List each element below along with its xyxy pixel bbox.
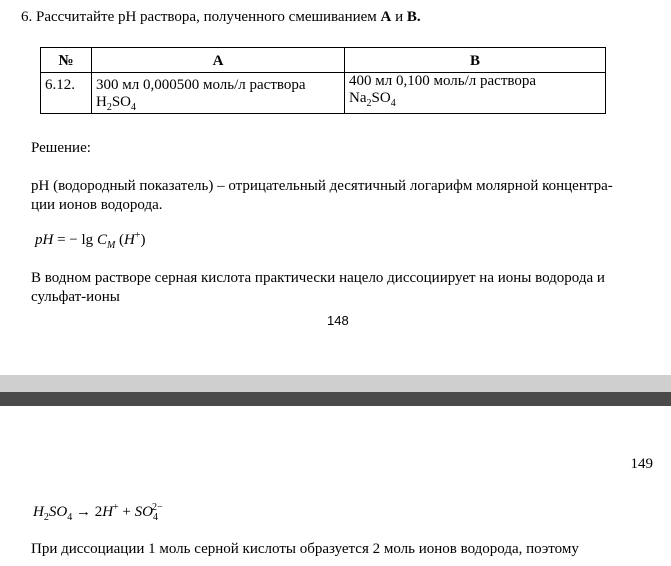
- task-and: и: [395, 9, 404, 25]
- dissociation-line-1: В водном растворе серная кислота практически нацело диссоциирует на ионы водорода и: [31, 270, 605, 286]
- cell-b: [345, 73, 606, 114]
- dissociation-equation: $H_2SO_4 \to 2H^+ + SO_4^{2-}$: [33, 502, 163, 523]
- page-break-bar: [0, 392, 671, 406]
- cell-number: 6.12.: [41, 73, 92, 114]
- cell-a: [92, 73, 345, 114]
- task-label-a: А: [380, 9, 392, 25]
- task-statement: [21, 9, 421, 26]
- conditions-table: [40, 47, 606, 114]
- task-number: 6.: [21, 9, 33, 25]
- task-text: Рассчитайте рН раствора, полученного смешиванием: [36, 9, 377, 25]
- header-a: А: [92, 48, 345, 73]
- table-header-row: [41, 48, 606, 73]
- table-row: [41, 73, 606, 114]
- page-number-149: 149: [630, 456, 653, 472]
- dissociation-line-2: сульфат-ионы: [31, 289, 120, 305]
- cell-b-formula: $Na_2SO_4$: [349, 90, 396, 109]
- task-label-b: В.: [406, 9, 421, 25]
- cell-a-formula: $H_2SO_4$: [96, 94, 137, 113]
- solution-label: Решение:: [31, 140, 91, 156]
- page-number-148: 148: [327, 313, 349, 328]
- definition-line-2: ции ионов водорода.: [31, 197, 163, 213]
- cell-b-text: 400 мл 0,100 моль/л раствора: [349, 73, 537, 89]
- ph-formula: pH = − $\lg C_M$ (H+): [35, 230, 146, 251]
- cell-a-text: 300 мл 0,000500 моль/л раствора: [96, 77, 306, 93]
- header-b: В: [345, 48, 606, 73]
- conclusion-line: При диссоциации 1 моль серной кислоты образуется 2 моль ионов водорода, поэтому: [31, 541, 579, 557]
- page-break-gap: [0, 375, 671, 392]
- header-number: №: [41, 48, 92, 73]
- definition-line-1: pH (водородный показатель) – отрицательный десятичный логарифм молярной концентра-: [31, 178, 613, 194]
